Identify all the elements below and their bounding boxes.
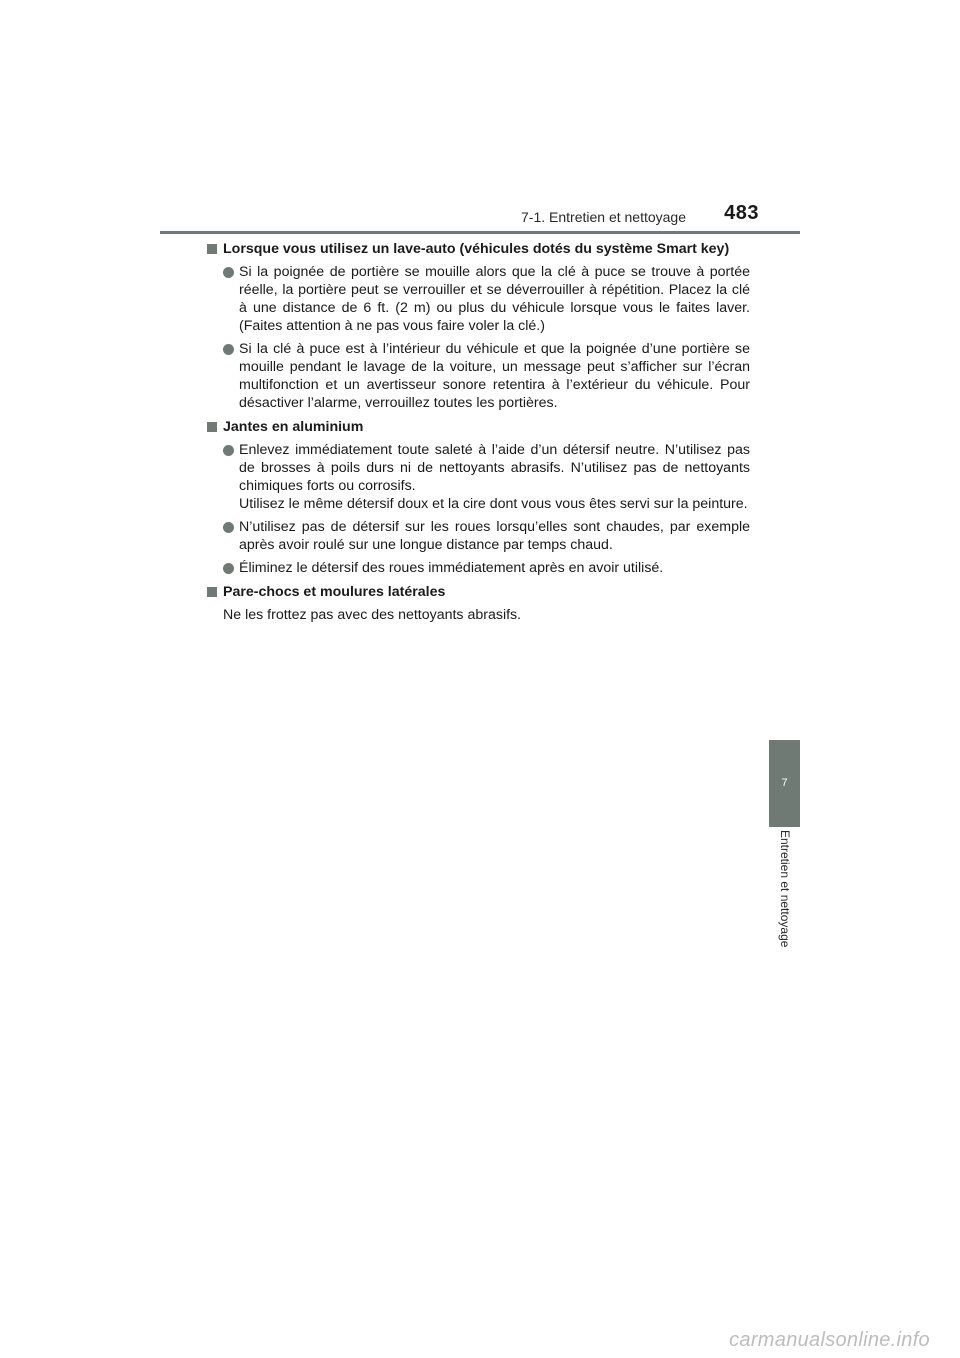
chapter-tab[interactable] bbox=[769, 740, 800, 954]
section-heading bbox=[205, 418, 750, 436]
round-bullet-icon bbox=[223, 522, 234, 533]
page-content bbox=[205, 240, 750, 630]
section-paragraph bbox=[205, 606, 750, 624]
square-bullet-icon bbox=[207, 587, 217, 597]
header-rule bbox=[160, 231, 800, 234]
list-item-text: Éliminez le détersif des roues immédiatement après en avoir utilisé. bbox=[239, 560, 664, 576]
section-pare-chocs bbox=[205, 583, 750, 624]
watermark: carmanualsonline.info bbox=[729, 1329, 930, 1351]
list-item-text: Si la poignée de portière se mouille alors que la clé à puce se trouve à portée réelle, la portière peut se verrouiller et se déverrouiller à répétition. Placez la clé à une distance de 6 ft. (2 m) ou plus du véhicule lorsque vous le faites laver. (Faites attention à ne pas vous faire voler la clé.) bbox=[239, 264, 750, 334]
chapter-number: 7 bbox=[769, 740, 800, 827]
round-bullet-icon bbox=[223, 563, 234, 574]
section-lave-auto bbox=[205, 240, 750, 412]
page-number: 483 bbox=[724, 202, 759, 224]
list-item bbox=[205, 559, 750, 577]
list-item-text: N’utilisez pas de détersif sur les roues lorsqu’elles sont chaudes, par exemple après avoir roulé sur une longue distance par temps chaud. bbox=[239, 519, 750, 553]
round-bullet-icon bbox=[223, 344, 234, 355]
paragraph-text: Ne les frottez pas avec des nettoyants abrasifs. bbox=[223, 607, 522, 623]
section-jantes bbox=[205, 418, 750, 577]
list-item bbox=[205, 518, 750, 554]
square-bullet-icon bbox=[207, 422, 217, 432]
section-heading-text: Lorsque vous utilisez un lave-auto (véhicules dotés du système Smart key) bbox=[223, 241, 730, 257]
list-item-text: Utilisez le même détersif doux et la cire dont vous vous êtes servi sur la peinture. bbox=[239, 496, 748, 512]
list-item-text: Enlevez immédiatement toute saleté à l’aide d’un détersif neutre. N’utilisez pas de brosses à poils durs ni de nettoyants abrasifs. N’utilisez pas de nettoyants chimiques forts ou corrosifs. bbox=[239, 442, 750, 494]
section-title: 7-1. Entretien et nettoyage bbox=[521, 209, 686, 225]
page-header bbox=[160, 200, 800, 234]
square-bullet-icon bbox=[207, 244, 217, 254]
section-heading bbox=[205, 583, 750, 601]
section-heading bbox=[205, 240, 750, 258]
chapter-label-wrap bbox=[769, 830, 800, 990]
list-item bbox=[205, 340, 750, 412]
round-bullet-icon bbox=[223, 267, 234, 278]
chapter-label: Entretien et nettoyage bbox=[778, 830, 792, 948]
list-item bbox=[205, 263, 750, 335]
list-item-text: Si la clé à puce est à l’intérieur du véhicule et que la poignée d’une portière se mouille pendant le lavage de la voiture, un message peut s’afficher sur l’écran multifonction et un avertisseur sonore retentira à l’extérieur du véhicule. Pour désactiver l’alarme, verrouillez toutes les portières. bbox=[239, 341, 750, 411]
section-heading-text: Jantes en aluminium bbox=[223, 419, 364, 435]
section-heading-text: Pare-chocs et moulures latérales bbox=[223, 584, 446, 600]
list-item bbox=[205, 441, 750, 513]
round-bullet-icon bbox=[223, 445, 234, 456]
